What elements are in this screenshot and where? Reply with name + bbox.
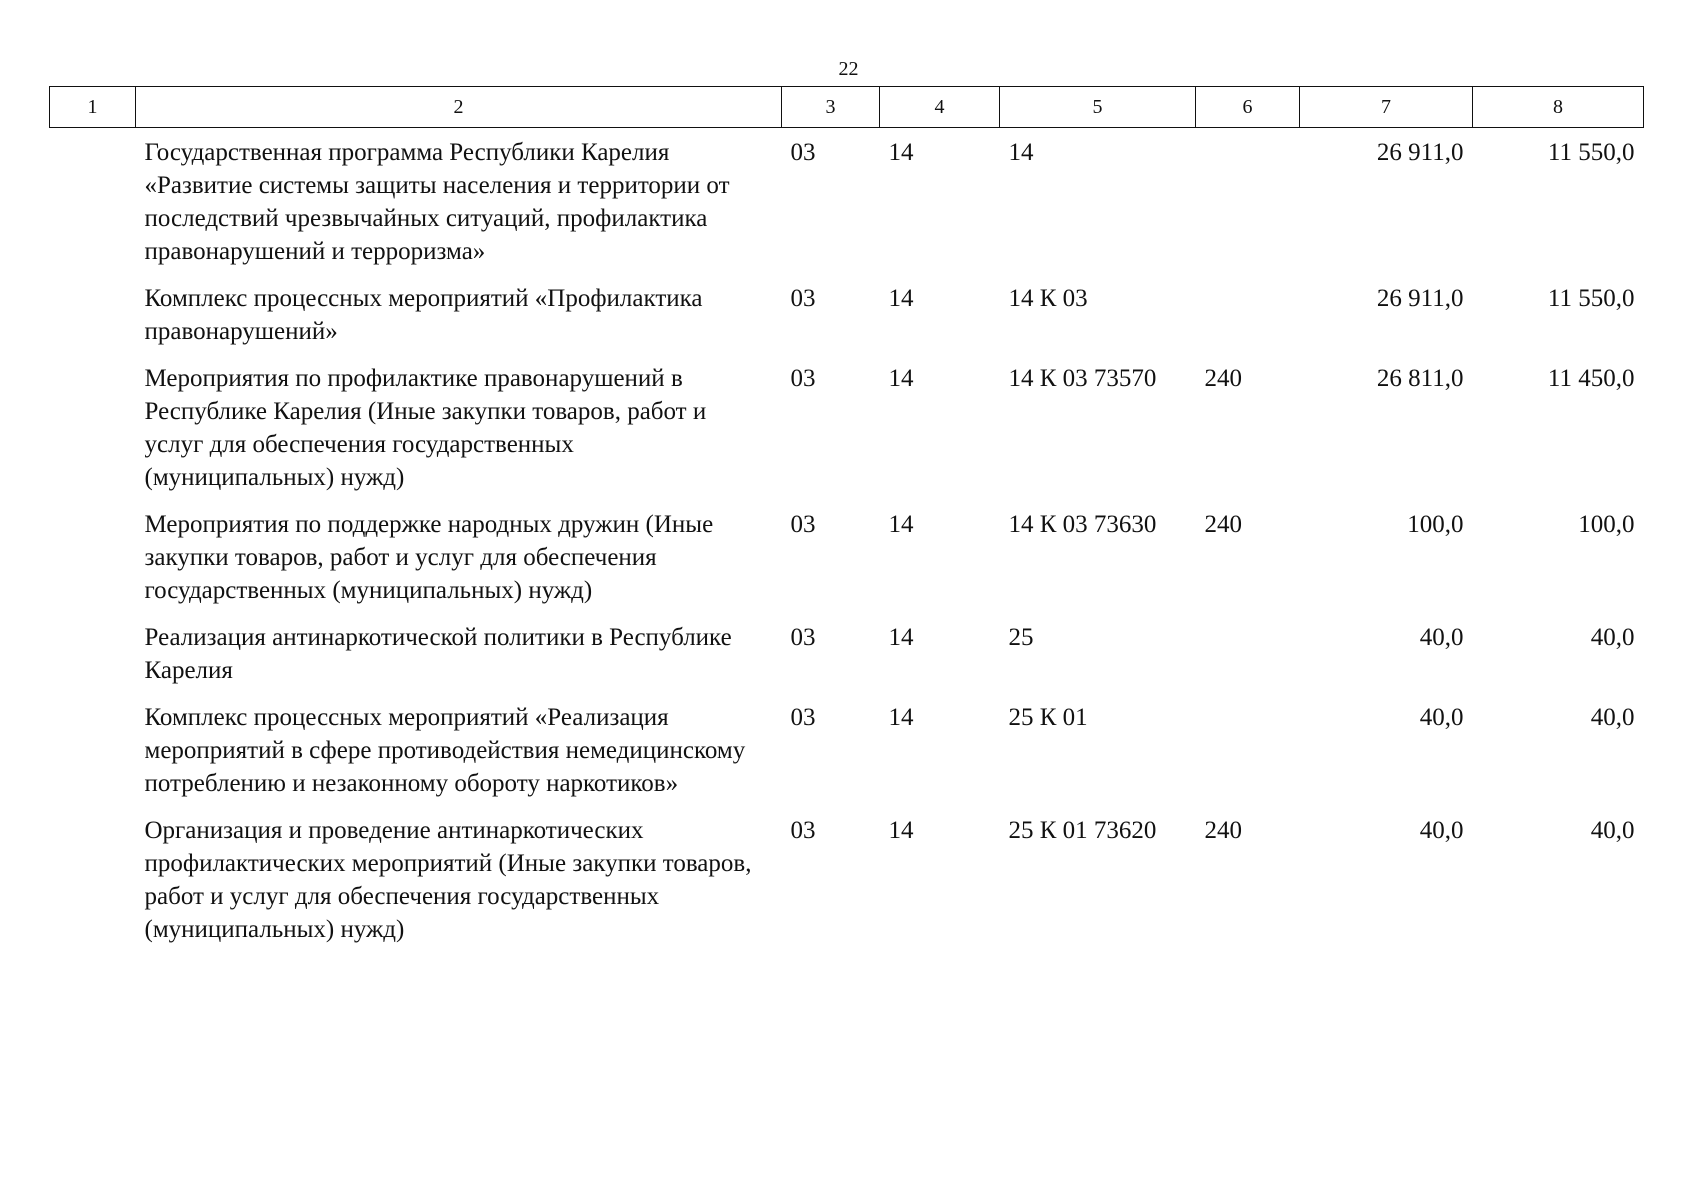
section-code-cell: 03 bbox=[790, 139, 816, 166]
budget-table bbox=[49, 86, 1644, 960]
header-row bbox=[50, 87, 1644, 128]
section-code-cell: 03 bbox=[790, 511, 816, 538]
section-code-cell: 03 bbox=[790, 285, 816, 312]
expense-type-code-cell: 240 bbox=[1204, 817, 1242, 844]
table-row bbox=[50, 128, 1644, 283]
table-row bbox=[50, 508, 1644, 621]
amount-column-7-cell: 26 911,0 bbox=[1376, 285, 1464, 312]
section-code-cell: 03 bbox=[790, 704, 816, 731]
column-header-5: 5 bbox=[1000, 87, 1196, 128]
amount-column-8-cell: 11 550,0 bbox=[1547, 139, 1635, 166]
amount-column-8-cell: 11 550,0 bbox=[1547, 285, 1635, 312]
expense-type-code-cell bbox=[1196, 621, 1300, 701]
row-name-cell: Комплекс процессных мероприятий «Профилактика правонарушений» bbox=[144, 285, 703, 345]
column-header-6: 6 bbox=[1196, 87, 1300, 128]
row-name-cell: Мероприятия по профилактике правонарушений в Республике Карелия (Иные закупки товаров, работ и услуг для обеспечения государственных (муниципальных) нужд) bbox=[144, 365, 707, 491]
amount-column-7-cell: 26 811,0 bbox=[1376, 365, 1464, 392]
row-number-cell bbox=[50, 282, 136, 362]
table-row bbox=[50, 621, 1644, 701]
amount-column-7-cell: 40,0 bbox=[1419, 704, 1464, 731]
row-name-cell: Комплекс процессных мероприятий «Реализация мероприятий в сфере противодействия немедицинскому потреблению и незаконному обороту наркотиков» bbox=[144, 704, 746, 797]
row-number-cell bbox=[50, 128, 136, 283]
amount-column-8-cell: 40,0 bbox=[1590, 817, 1635, 844]
subsection-code-cell: 14 bbox=[888, 624, 914, 651]
subsection-code-cell: 14 bbox=[888, 817, 914, 844]
column-header-8: 8 bbox=[1473, 87, 1644, 128]
target-item-code-cell: 14 bbox=[1008, 139, 1034, 166]
amount-column-7-cell: 26 911,0 bbox=[1376, 139, 1464, 166]
amount-column-8-cell: 100,0 bbox=[1578, 511, 1635, 538]
column-header-7: 7 bbox=[1300, 87, 1473, 128]
subsection-code-cell: 14 bbox=[888, 704, 914, 731]
section-code-cell: 03 bbox=[790, 365, 816, 392]
table-header bbox=[50, 87, 1644, 128]
amount-column-8-cell: 40,0 bbox=[1590, 624, 1635, 651]
table-row bbox=[50, 814, 1644, 960]
row-name-cell: Мероприятия по поддержке народных дружин (Иные закупки товаров, работ и услуг для обеспечения государственных (муниципальных) нужд) bbox=[144, 511, 714, 604]
table-row bbox=[50, 701, 1644, 814]
expense-type-code-cell bbox=[1196, 701, 1300, 814]
section-code-cell: 03 bbox=[790, 817, 816, 844]
amount-column-7-cell: 40,0 bbox=[1419, 624, 1464, 651]
expense-type-code-cell: 240 bbox=[1204, 511, 1242, 538]
row-number-cell bbox=[50, 362, 136, 508]
expense-type-code-cell bbox=[1196, 282, 1300, 362]
row-name-cell: Реализация антинаркотической политики в Республике Карелия bbox=[144, 624, 732, 684]
row-number-cell bbox=[50, 621, 136, 701]
expense-type-code-cell bbox=[1196, 128, 1300, 283]
subsection-code-cell: 14 bbox=[888, 511, 914, 538]
subsection-code-cell: 14 bbox=[888, 285, 914, 312]
table-row bbox=[50, 362, 1644, 508]
section-code-cell: 03 bbox=[790, 624, 816, 651]
column-header-1: 1 bbox=[50, 87, 136, 128]
column-header-2: 2 bbox=[136, 87, 782, 128]
target-item-code-cell: 14 К 03 bbox=[1008, 285, 1088, 312]
amount-column-8-cell: 40,0 bbox=[1590, 704, 1635, 731]
target-item-code-cell: 14 К 03 73630 bbox=[1008, 511, 1157, 538]
subsection-code-cell: 14 bbox=[888, 365, 914, 392]
target-item-code-cell: 14 К 03 73570 bbox=[1008, 365, 1157, 392]
column-header-3: 3 bbox=[782, 87, 880, 128]
row-name-cell: Организация и проведение антинаркотических профилактических мероприятий (Иные закупки товаров, работ и услуг для обеспечения государственных (муниципальных) нужд) bbox=[144, 817, 752, 943]
target-item-code-cell: 25 К 01 bbox=[1008, 704, 1088, 731]
subsection-code-cell: 14 bbox=[888, 139, 914, 166]
table-body bbox=[50, 128, 1644, 961]
row-name-cell: Государственная программа Республики Карелия «Развитие системы защиты населения и территории от последствий чрезвычайных ситуаций, профилактика правонарушений и терроризма» bbox=[144, 139, 730, 265]
row-number-cell bbox=[50, 701, 136, 814]
expense-type-code-cell: 240 bbox=[1204, 365, 1242, 392]
table-row bbox=[50, 282, 1644, 362]
target-item-code-cell: 25 К 01 73620 bbox=[1008, 817, 1157, 844]
row-number-cell bbox=[50, 508, 136, 621]
column-header-4: 4 bbox=[880, 87, 1000, 128]
amount-column-8-cell: 11 450,0 bbox=[1547, 365, 1635, 392]
row-number-cell bbox=[50, 814, 136, 960]
target-item-code-cell: 25 bbox=[1008, 624, 1034, 651]
page-number: 22 bbox=[838, 58, 859, 80]
amount-column-7-cell: 40,0 bbox=[1419, 817, 1464, 844]
amount-column-7-cell: 100,0 bbox=[1407, 511, 1464, 538]
